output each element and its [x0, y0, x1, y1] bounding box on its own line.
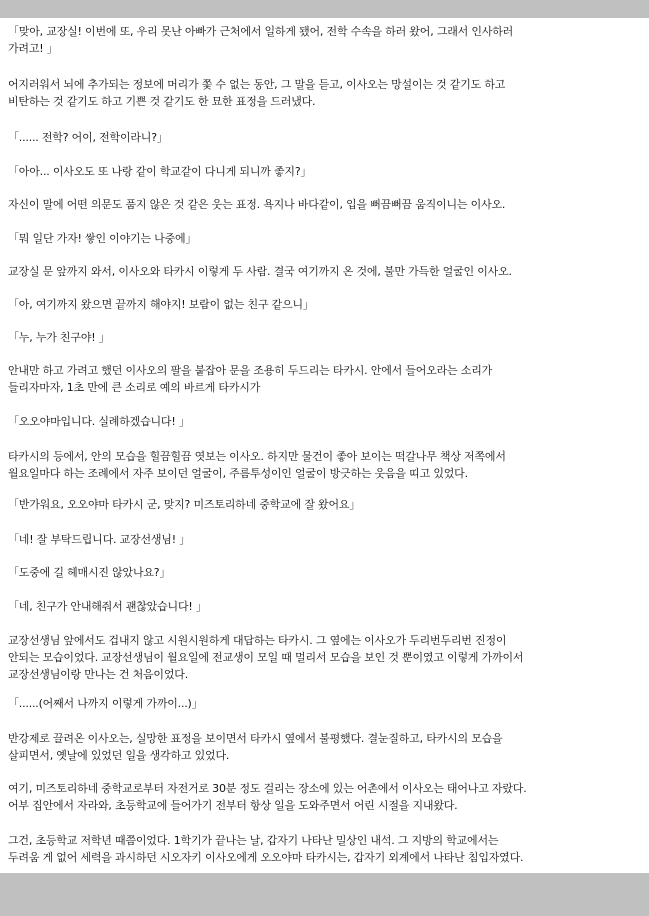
text-line: 자신이 말에 어떤 의문도 품지 않은 것 같은 웃는 표정. 욕지나 바다같이, 입을 뻐끔뻐끔 움직이니는 이사오.	[8, 198, 506, 211]
paragraph	[8, 832, 640, 866]
text-line: 안내만 하고 가려고 했던 이사오의 팔을 붙잡아 문을 조용히 두드리는 타카시. 안에서 들어오라는 소리가	[8, 364, 493, 377]
text-line: 「아아... 이사오도 또 나랑 같이 학교같이 다니게 되니까 좋지?」	[8, 165, 312, 178]
paragraph	[8, 632, 640, 683]
paragraph	[8, 730, 640, 764]
paragraph	[8, 329, 640, 346]
paragraph	[8, 780, 640, 814]
paragraph	[8, 531, 640, 548]
text-line: 「반가워요, 오오야마 타카시 군, 맞지? 미즈토리하네 중학교에 잘 왔어요」	[8, 498, 361, 511]
text-line: 「누, 누가 친구야! 」	[8, 331, 110, 344]
text-line: 「아, 여기까지 왔으면 끝까지 해야지! 보람이 없는 친구 같으니」	[8, 298, 314, 311]
paragraph	[8, 695, 640, 712]
text-line: 「뭐 일단 가자! 쌓인 이야기는 나중에」	[8, 232, 197, 245]
top-gray-band	[0, 0, 649, 18]
text-line: 어지러워서 뇌에 추가되는 정보에 머리가 쫓 수 없는 동안, 그 말을 듣고, 이사오는 망설이는 것 같기도 하고	[8, 78, 506, 91]
text-line: 「오오야마입니다. 실례하겠습니다! 」	[8, 415, 190, 428]
text-line: 두려움 게 없어 세력을 과시하던 시오자키 이사오에게 오오야마 타카시는, 갑자기 외계에서 나타난 침입자였다.	[8, 851, 524, 864]
paragraph	[8, 163, 640, 180]
paragraph	[8, 23, 640, 57]
text-line: 안되는 모습이었다. 교장선생님이 월요일에 전교생이 모일 때 멀리서 모습을 보인 것 뿐이였고 이렇게 가까이서	[8, 651, 524, 664]
paragraph	[8, 413, 640, 430]
text-line: 「맞아, 교장실! 이번에 또, 우리 못난 아빠가 근처에서 일하게 됐어, 전학 수속을 하러 왔어, 그래서 인사하러	[8, 25, 514, 38]
document-page	[0, 18, 649, 873]
paragraph	[8, 448, 640, 482]
text-line: 그건, 초등학교 저학년 때쯤이었다. 1학기가 끝나는 날, 갑자기 나타난 밀상인 내석. 그 지방의 학교에서는	[8, 834, 499, 847]
paragraph	[8, 362, 640, 396]
paragraph	[8, 196, 640, 213]
text-line: 「네, 친구가 안내해줘서 괜찮았습니다! 」	[8, 600, 207, 613]
paragraph	[8, 230, 640, 247]
text-line: 여기, 미즈토리하네 중학교로부터 자전거로 30분 정도 걸리는 장소에 있는 어촌에서 이사오는 태어나고 자랐다.	[8, 782, 527, 795]
paragraph	[8, 296, 640, 313]
text-line: 교장선생님 앞에서도 겁내지 않고 시원시원하게 대답하는 타카시. 그 옆에는 이사오가 두리번두리번 진정이	[8, 634, 507, 647]
text-line: 타카시의 등에서, 안의 모습을 힐끔힐끔 엿보는 이사오. 하지만 물건이 좋아 보이는 떡갈나무 책상 저쪽에서	[8, 450, 506, 463]
text-line: 「......(어째서 나까지 이렇게 가까이...)」	[8, 697, 203, 710]
text-line: 「...... 전학? 어이, 전학이라니?」	[8, 131, 168, 144]
text-line: 비탄하는 것 같기도 하고 기쁜 것 같기도 한 묘한 표정을 드러냈다.	[8, 95, 316, 108]
paragraph	[8, 598, 640, 615]
paragraph	[8, 129, 640, 146]
text-line: 교장선생님이랑 만나는 건 처음이었다.	[8, 668, 189, 681]
text-line: 「도중에 길 헤매시진 않았나요?」	[8, 566, 171, 579]
text-line: 반강제로 끌려온 이사오는, 실망한 표정을 보이면서 타카시 옆에서 불평했다. 결눈질하고, 타카시의 모습을	[8, 732, 503, 745]
paragraph	[8, 496, 640, 513]
paragraph	[8, 564, 640, 581]
paragraph	[8, 263, 640, 280]
text-line: 살피면서, 옛날에 있었던 일을 생각하고 있었다.	[8, 749, 230, 762]
text-line: 가려고! 」	[8, 42, 58, 55]
text-line: 들리자마자, 1초 만에 큰 소리로 예의 바르게 타카시가	[8, 381, 261, 394]
text-line: 교장실 문 앞까지 와서, 이사오와 타카시 이렇게 두 사람. 결국 여기까지 온 것에, 불만 가득한 얼굴인 이사오.	[8, 265, 512, 278]
text-line: 어부 집안에서 자라와, 초등학교에 들어가기 전부터 항상 일을 도와주면서 어린 시절을 지내왔다.	[8, 799, 458, 812]
text-line: 「네! 잘 부탁드립니다. 교장선생님! 」	[8, 533, 191, 546]
paragraph	[8, 76, 640, 110]
bottom-gray-band	[0, 873, 649, 916]
text-line: 월요일마다 하는 조례에서 자주 보이던 얼굴이, 주름투성이인 얼굴이 방긋하는 웃음을 띠고 있었다.	[8, 467, 468, 480]
